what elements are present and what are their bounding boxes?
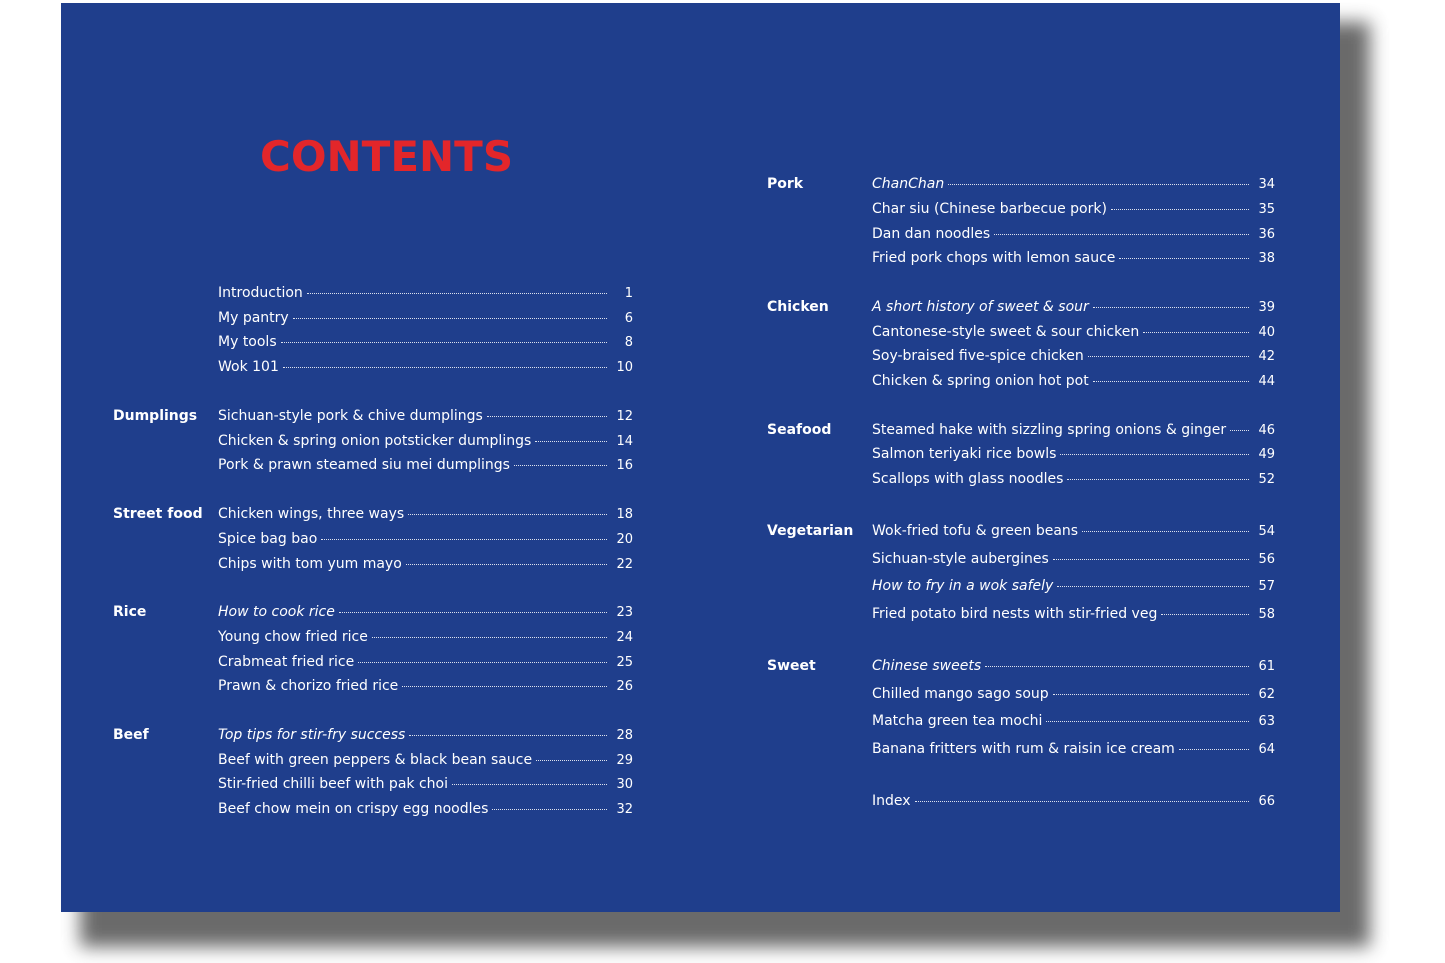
toc-entry-page: 61 xyxy=(1258,659,1275,674)
toc-entry[interactable] xyxy=(872,346,1275,366)
toc-entry-page: 49 xyxy=(1258,447,1275,462)
toc-entry[interactable] xyxy=(872,684,1275,704)
toc-dot-leader xyxy=(1088,356,1249,357)
toc-dot-leader xyxy=(536,760,607,761)
toc-entry-page: 24 xyxy=(616,630,633,645)
toc-entry-page: 25 xyxy=(616,655,633,670)
toc-entry[interactable] xyxy=(218,529,633,549)
toc-entry-title: Scallops with glass noodles xyxy=(872,471,1064,487)
toc-dot-leader xyxy=(994,234,1249,235)
toc-entry-page: 12 xyxy=(616,409,633,424)
toc-entry-page: 35 xyxy=(1258,202,1275,217)
toc-entry-title: Young chow fried rice xyxy=(218,629,368,645)
toc-entry[interactable] xyxy=(872,420,1275,440)
toc-entry[interactable] xyxy=(218,652,633,672)
toc-entry-page: 1 xyxy=(624,286,633,301)
section-label-sweet: Sweet xyxy=(767,658,816,674)
toc-entry-page: 32 xyxy=(616,802,633,817)
toc-entry[interactable] xyxy=(218,774,633,794)
toc-entry-page: 30 xyxy=(616,777,633,792)
toc-dot-leader xyxy=(487,416,607,417)
toc-entry-title: Salmon teriyaki rice bowls xyxy=(872,446,1057,462)
page-title: CONTENTS xyxy=(260,132,514,181)
toc-dot-leader xyxy=(372,637,607,638)
toc-entry-page: 23 xyxy=(616,605,633,620)
toc-dot-leader xyxy=(402,686,607,687)
toc-entry[interactable] xyxy=(218,332,633,352)
toc-entry-title: Steamed hake with sizzling spring onions & ginger xyxy=(872,422,1227,438)
toc-dot-leader xyxy=(1060,454,1249,455)
toc-entry-title: Fried potato bird nests with stir-fried veg xyxy=(872,606,1158,622)
toc-entry-title: Chips with tom yum mayo xyxy=(218,556,402,572)
section-label-rice: Rice xyxy=(113,604,147,620)
toc-entry-title: Index xyxy=(872,793,911,809)
toc-entry-title: Beef with green peppers & black bean sauce xyxy=(218,752,533,768)
toc-entry[interactable] xyxy=(872,322,1275,342)
section-label-pork: Pork xyxy=(767,176,804,192)
toc-entry-title: Stir-fried chilli beef with pak choi xyxy=(218,776,448,792)
toc-entry-page: 42 xyxy=(1258,349,1275,364)
toc-entry-title: Cantonese-style sweet & sour chicken xyxy=(872,324,1140,340)
toc-dot-leader xyxy=(339,612,607,613)
toc-dot-leader xyxy=(1093,381,1249,382)
toc-dot-leader xyxy=(358,662,607,663)
toc-dot-leader xyxy=(1082,531,1249,532)
toc-entry-page: 66 xyxy=(1258,794,1275,809)
toc-entry[interactable] xyxy=(218,504,633,524)
toc-entry-page: 57 xyxy=(1258,579,1275,594)
toc-entry[interactable] xyxy=(872,224,1275,244)
toc-entry-page: 52 xyxy=(1258,472,1275,487)
toc-entry[interactable] xyxy=(872,444,1275,464)
toc-entry[interactable] xyxy=(218,308,633,328)
toc-entry-title: Crabmeat fried rice xyxy=(218,654,355,670)
toc-entry[interactable] xyxy=(218,799,633,819)
toc-dot-leader xyxy=(492,809,607,810)
toc-entry[interactable] xyxy=(872,521,1275,541)
toc-entry[interactable] xyxy=(872,199,1275,219)
section-label-dumplings: Dumplings xyxy=(113,408,198,424)
toc-entry-title: ChanChan xyxy=(872,176,945,192)
toc-entry[interactable] xyxy=(218,357,633,377)
toc-entry-title: Sichuan-style pork & chive dumplings xyxy=(218,408,483,424)
toc-entry-page: 36 xyxy=(1258,227,1275,242)
toc-entry[interactable] xyxy=(218,431,633,451)
toc-entry-title: My tools xyxy=(218,334,277,350)
toc-entry-title: Introduction xyxy=(218,285,303,301)
toc-entry[interactable] xyxy=(218,554,633,574)
toc-dot-leader xyxy=(1111,209,1249,210)
toc-entry[interactable] xyxy=(872,656,1275,676)
toc-entry[interactable] xyxy=(872,469,1275,489)
toc-dot-leader xyxy=(409,735,607,736)
toc-entry-title: Chilled mango sago soup xyxy=(872,686,1049,702)
toc-entry-page: 44 xyxy=(1258,374,1275,389)
toc-dot-leader xyxy=(1143,332,1249,333)
toc-entry-title: Chicken wings, three ways xyxy=(218,506,405,522)
toc-dot-leader xyxy=(406,564,607,565)
toc-entry[interactable] xyxy=(218,283,633,303)
toc-entry-title: How to fry in a wok safely xyxy=(872,578,1054,594)
toc-dot-leader xyxy=(1093,307,1249,308)
toc-entry-title: Top tips for stir-fry success xyxy=(218,727,406,743)
section-label-street-food: Street food xyxy=(113,506,203,522)
toc-entry-page: 58 xyxy=(1258,607,1275,622)
toc-entry-page: 10 xyxy=(616,360,633,375)
toc-entry[interactable] xyxy=(218,406,633,426)
toc-dot-leader xyxy=(281,342,607,343)
toc-entry-title: Beef chow mein on crispy egg noodles xyxy=(218,801,489,817)
toc-entry-title: Soy-braised five-spice chicken xyxy=(872,348,1084,364)
toc-entry[interactable] xyxy=(218,455,633,475)
toc-entry[interactable] xyxy=(218,676,633,696)
toc-dot-leader xyxy=(1119,258,1249,259)
toc-entry-page: 64 xyxy=(1258,742,1275,757)
toc-entry[interactable] xyxy=(218,750,633,770)
toc-entry-title: Chicken & spring onion hot pot xyxy=(872,373,1089,389)
toc-entry-title: Fried pork chops with lemon sauce xyxy=(872,250,1116,266)
toc-entry-page: 39 xyxy=(1258,300,1275,315)
toc-entry-title: Matcha green tea mochi xyxy=(872,713,1043,729)
toc-entry[interactable] xyxy=(872,371,1275,391)
toc-entry[interactable] xyxy=(872,549,1275,569)
toc-entry-page: 63 xyxy=(1258,714,1275,729)
toc-dot-leader xyxy=(283,367,607,368)
toc-entry[interactable] xyxy=(872,739,1275,759)
toc-dot-leader xyxy=(1161,614,1249,615)
toc-entry[interactable] xyxy=(218,602,633,622)
toc-entry[interactable] xyxy=(872,248,1275,268)
toc-entry-title: Pork & prawn steamed siu mei dumplings xyxy=(218,457,510,473)
toc-dot-leader xyxy=(321,539,607,540)
toc-dot-leader xyxy=(948,184,1249,185)
toc-entry-title: Spice bag bao xyxy=(218,531,318,547)
contents-page xyxy=(61,3,1340,912)
toc-entry-page: 46 xyxy=(1258,423,1275,438)
toc-dot-leader xyxy=(307,293,607,294)
toc-dot-leader xyxy=(1179,749,1249,750)
toc-entry-title: Dan dan noodles xyxy=(872,226,991,242)
toc-entry-page: 29 xyxy=(616,753,633,768)
section-label-seafood: Seafood xyxy=(767,422,832,438)
toc-entry[interactable] xyxy=(872,711,1275,731)
toc-entry-page: 22 xyxy=(616,557,633,572)
toc-entry[interactable] xyxy=(872,604,1275,624)
toc-dot-leader xyxy=(1067,479,1249,480)
toc-entry[interactable] xyxy=(872,791,1275,811)
toc-entry-page: 34 xyxy=(1258,177,1275,192)
toc-dot-leader xyxy=(1046,721,1249,722)
toc-entry-page: 6 xyxy=(624,311,633,326)
toc-entry-page: 40 xyxy=(1258,325,1275,340)
toc-entry-page: 26 xyxy=(616,679,633,694)
toc-dot-leader xyxy=(915,801,1249,802)
toc-entry-title: Wok-fried tofu & green beans xyxy=(872,523,1079,539)
toc-entry-title: Banana fritters with rum & raisin ice cream xyxy=(872,741,1175,757)
toc-dot-leader xyxy=(408,514,607,515)
toc-entry-page: 8 xyxy=(624,335,633,350)
section-label-vegetarian: Vegetarian xyxy=(767,523,854,539)
toc-entry-title: Chinese sweets xyxy=(872,658,982,674)
toc-entry[interactable] xyxy=(218,725,633,745)
toc-entry-title: Sichuan-style aubergines xyxy=(872,551,1049,567)
toc-dot-leader xyxy=(293,318,607,319)
section-label-chicken: Chicken xyxy=(767,299,829,315)
toc-dot-leader xyxy=(1230,430,1249,431)
toc-dot-leader xyxy=(452,784,607,785)
toc-entry-page: 20 xyxy=(616,532,633,547)
toc-entry[interactable] xyxy=(872,576,1275,596)
toc-dot-leader xyxy=(1057,586,1249,587)
toc-entry-page: 38 xyxy=(1258,251,1275,266)
toc-entry-title: My pantry xyxy=(218,310,289,326)
toc-dot-leader xyxy=(985,666,1249,667)
toc-entry-page: 28 xyxy=(616,728,633,743)
toc-dot-leader xyxy=(535,441,607,442)
toc-entry-title: Chicken & spring onion potsticker dumplings xyxy=(218,433,532,449)
toc-dot-leader xyxy=(514,465,607,466)
toc-entry-page: 62 xyxy=(1258,687,1275,702)
toc-entry-title: Char siu (Chinese barbecue pork) xyxy=(872,201,1107,217)
toc-entry-title: Prawn & chorizo fried rice xyxy=(218,678,399,694)
toc-entry[interactable] xyxy=(872,297,1275,317)
toc-entry[interactable] xyxy=(872,174,1275,194)
toc-dot-leader xyxy=(1053,559,1249,560)
toc-entry-title: Wok 101 xyxy=(218,359,279,375)
section-label-beef: Beef xyxy=(113,727,149,743)
toc-entry-title: A short history of sweet & sour xyxy=(872,299,1089,315)
toc-entry-page: 16 xyxy=(616,458,633,473)
toc-entry[interactable] xyxy=(218,627,633,647)
toc-entry-page: 54 xyxy=(1258,524,1275,539)
toc-entry-page: 56 xyxy=(1258,552,1275,567)
toc-dot-leader xyxy=(1053,694,1249,695)
toc-entry-page: 14 xyxy=(616,434,633,449)
toc-entry-page: 18 xyxy=(616,507,633,522)
toc-entry-title: How to cook rice xyxy=(218,604,335,620)
